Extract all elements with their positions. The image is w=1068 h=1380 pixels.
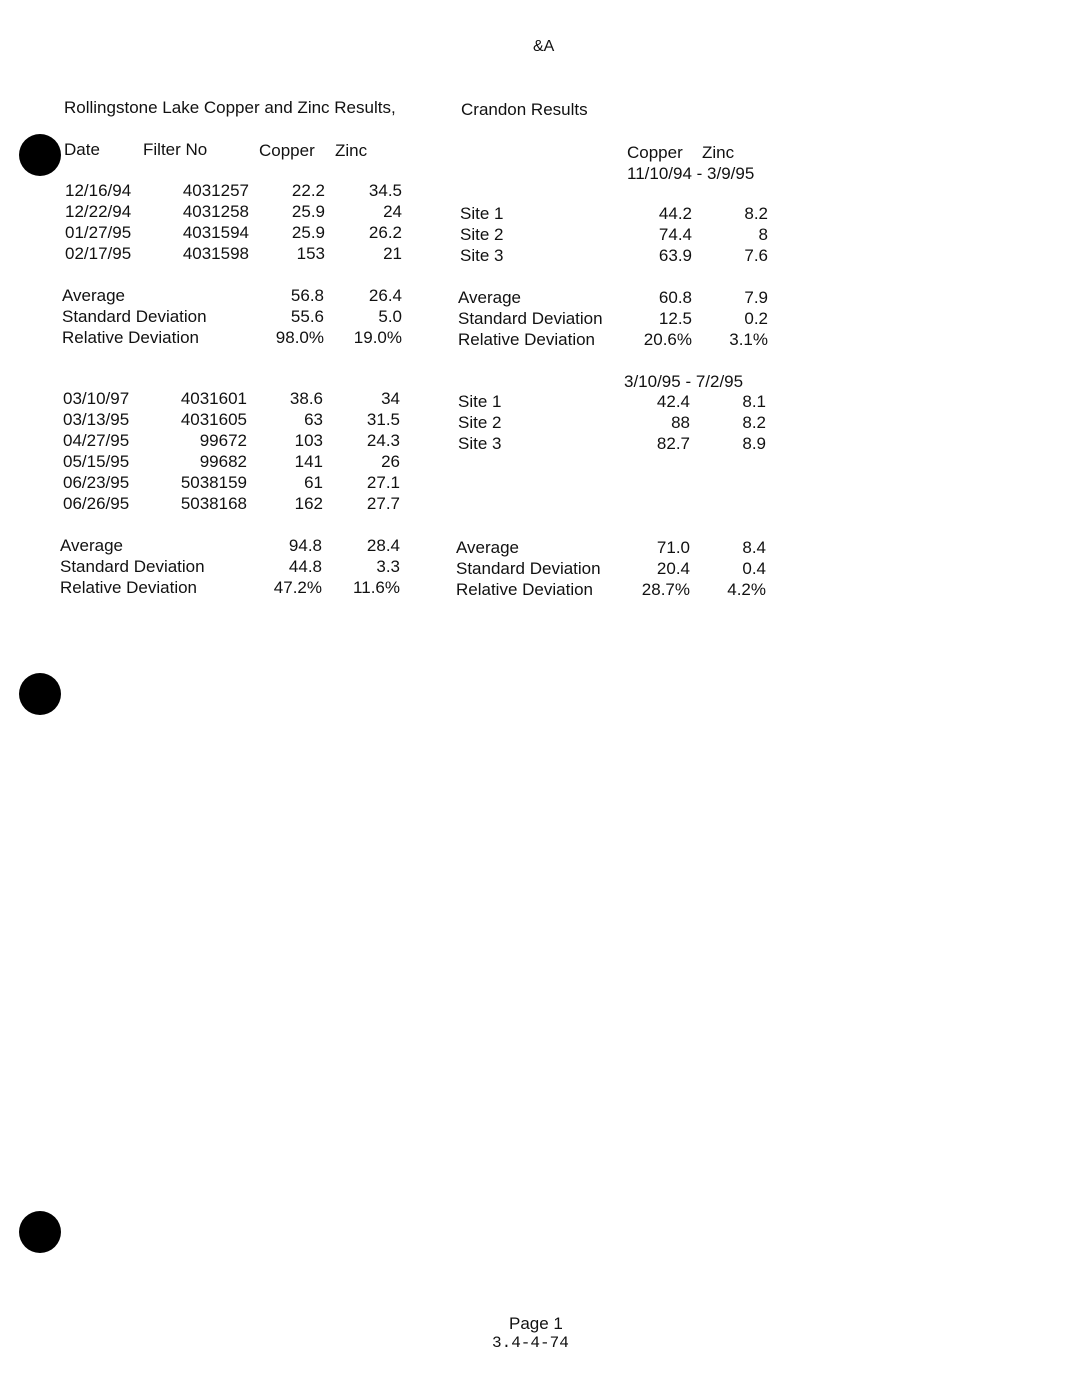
table-row [0, 473, 1068, 493]
crandon-stats-row [0, 309, 1068, 329]
stat-label: Relative Deviation [458, 330, 596, 349]
cell-date: 12/16/94 [65, 181, 132, 200]
crandon-site-row [0, 204, 1068, 224]
cell-copper: 42.4 [656, 392, 690, 411]
stat-zinc: 26.4 [368, 286, 402, 305]
cell-zinc: 8.2 [742, 413, 766, 432]
stat-copper: 28.7% [641, 580, 690, 599]
stat-zinc: 8.4 [742, 538, 766, 557]
stat-label: Standard Deviation [60, 557, 205, 576]
stat-label: Relative Deviation [456, 580, 594, 599]
cell-zinc: 24.3 [366, 431, 400, 450]
cell-zinc: 8 [758, 225, 768, 244]
cell-filter: 99682 [199, 452, 247, 471]
cell-date: 06/26/95 [63, 494, 130, 513]
cell-copper: 82.7 [656, 434, 690, 453]
stat-label: Standard Deviation [458, 309, 603, 328]
cell-copper: 61 [304, 473, 323, 492]
cell-copper: 74.4 [658, 225, 692, 244]
stat-label: Average [62, 286, 126, 305]
crandon-stats-row [0, 538, 1068, 558]
cell-zinc: 26.2 [368, 223, 402, 242]
header-mark: &A [533, 38, 555, 55]
stat-zinc: 3.3 [376, 557, 400, 576]
punch-hole-middle [19, 673, 61, 715]
cell-copper: 88 [671, 413, 690, 432]
cell-zinc: 21 [383, 244, 402, 263]
cell-filter: 4031605 [180, 410, 247, 429]
cell-copper: 103 [294, 431, 323, 450]
col-header-copper: Copper [259, 141, 315, 160]
cell-filter: 5038168 [180, 494, 247, 513]
left-title: Rollingstone Lake Copper and Zinc Results, [64, 98, 396, 117]
crandon-site-row [0, 225, 1068, 245]
cell-date: 06/23/95 [63, 473, 130, 492]
table-row [0, 494, 1068, 514]
cell-date: 04/27/95 [63, 431, 130, 450]
cell-copper: 44.2 [658, 204, 692, 223]
col-header-filter: Filter No [143, 140, 208, 159]
cell-site: Site 1 [458, 392, 502, 411]
crandon-period-2: 3/10/95 - 7/2/95 [624, 372, 744, 391]
cell-filter: 4031598 [182, 244, 249, 263]
cell-date: 03/10/97 [63, 389, 130, 408]
page-number: Page 1 [509, 1314, 563, 1333]
stat-copper: 60.8 [658, 288, 692, 307]
cell-filter: 99672 [199, 431, 247, 450]
cell-zinc: 27.1 [366, 473, 400, 492]
stat-label: Relative Deviation [60, 578, 198, 597]
cell-date: 01/27/95 [65, 223, 132, 242]
stat-label: Average [456, 538, 520, 557]
cell-copper: 63 [304, 410, 323, 429]
cell-filter: 4031257 [182, 181, 249, 200]
stat-zinc: 4.2% [727, 580, 766, 599]
stat-zinc: 11.6% [353, 578, 400, 597]
crandon-site-row [0, 413, 1068, 433]
cell-date: 03/13/95 [63, 410, 130, 429]
cell-copper: 22.2 [291, 181, 325, 200]
stat-zinc: 0.4 [742, 559, 766, 578]
crandon-stats-row [0, 580, 1068, 600]
table-row [0, 452, 1068, 472]
crandon-header-zinc: Zinc [702, 143, 735, 162]
stat-copper: 94.8 [288, 536, 322, 555]
stat-zinc: 19.0% [353, 328, 402, 347]
stat-zinc: 7.9 [744, 288, 768, 307]
cell-copper: 162 [294, 494, 323, 513]
stat-copper: 20.6% [643, 330, 692, 349]
cell-site: Site 2 [460, 225, 504, 244]
stat-copper: 55.6 [290, 307, 324, 326]
crandon-site-row [0, 246, 1068, 266]
cell-filter: 4031594 [182, 223, 249, 242]
stat-label: Average [60, 536, 124, 555]
punch-hole-bottom [19, 1211, 61, 1253]
stat-copper: 71.0 [656, 538, 690, 557]
cell-zinc: 8.1 [742, 392, 766, 411]
crandon-stats-row [0, 559, 1068, 579]
cell-date: 05/15/95 [63, 452, 130, 471]
crandon-stats-row [0, 288, 1068, 308]
cell-zinc: 8.9 [742, 434, 766, 453]
crandon-period-1: 11/10/94 - 3/9/95 [627, 164, 755, 183]
cell-date: 12/22/94 [65, 202, 132, 221]
cell-zinc: 26 [381, 452, 400, 471]
cell-zinc: 34.5 [368, 181, 402, 200]
cell-site: Site 1 [460, 204, 504, 223]
cell-copper: 153 [296, 244, 325, 263]
cell-site: Site 2 [458, 413, 502, 432]
cell-filter: 5038159 [180, 473, 247, 492]
stat-copper: 20.4 [656, 559, 690, 578]
stat-label: Standard Deviation [62, 307, 207, 326]
punch-hole-top [19, 134, 61, 176]
stat-zinc: 5.0 [378, 307, 402, 326]
cell-filter: 4031258 [182, 202, 249, 221]
cell-zinc: 7.6 [744, 246, 768, 265]
stat-copper: 56.8 [290, 286, 324, 305]
cell-copper: 38.6 [289, 389, 323, 408]
stat-label: Relative Deviation [62, 328, 200, 347]
stat-label: Standard Deviation [456, 559, 601, 578]
stat-zinc: 28.4 [366, 536, 400, 555]
right-title: Crandon Results [461, 100, 588, 119]
table-row [0, 181, 1068, 201]
cell-zinc: 8.2 [744, 204, 768, 223]
crandon-header-copper: Copper [627, 143, 683, 162]
stat-zinc: 3.1% [729, 330, 768, 349]
page-code: 3.4-4-74 [492, 1334, 569, 1352]
stat-copper: 12.5 [658, 309, 692, 328]
crandon-stats-row [0, 330, 1068, 350]
crandon-site-row [0, 434, 1068, 454]
stat-zinc: 0.2 [744, 309, 768, 328]
stat-copper: 47.2% [273, 578, 322, 597]
col-header-date: Date [64, 140, 100, 159]
cell-copper: 141 [294, 452, 323, 471]
stat-copper: 44.8 [288, 557, 322, 576]
cell-site: Site 3 [458, 434, 502, 453]
cell-copper: 25.9 [291, 223, 325, 242]
cell-copper: 63.9 [658, 246, 692, 265]
stat-copper: 98.0% [275, 328, 324, 347]
cell-filter: 4031601 [180, 389, 247, 408]
stat-label: Average [458, 288, 522, 307]
cell-zinc: 27.7 [366, 494, 400, 513]
col-header-zinc: Zinc [335, 141, 368, 160]
cell-zinc: 31.5 [366, 410, 400, 429]
crandon-site-row [0, 392, 1068, 412]
cell-date: 02/17/95 [65, 244, 132, 263]
cell-zinc: 24 [383, 202, 402, 221]
cell-copper: 25.9 [291, 202, 325, 221]
cell-site: Site 3 [460, 246, 504, 265]
cell-zinc: 34 [381, 389, 400, 408]
